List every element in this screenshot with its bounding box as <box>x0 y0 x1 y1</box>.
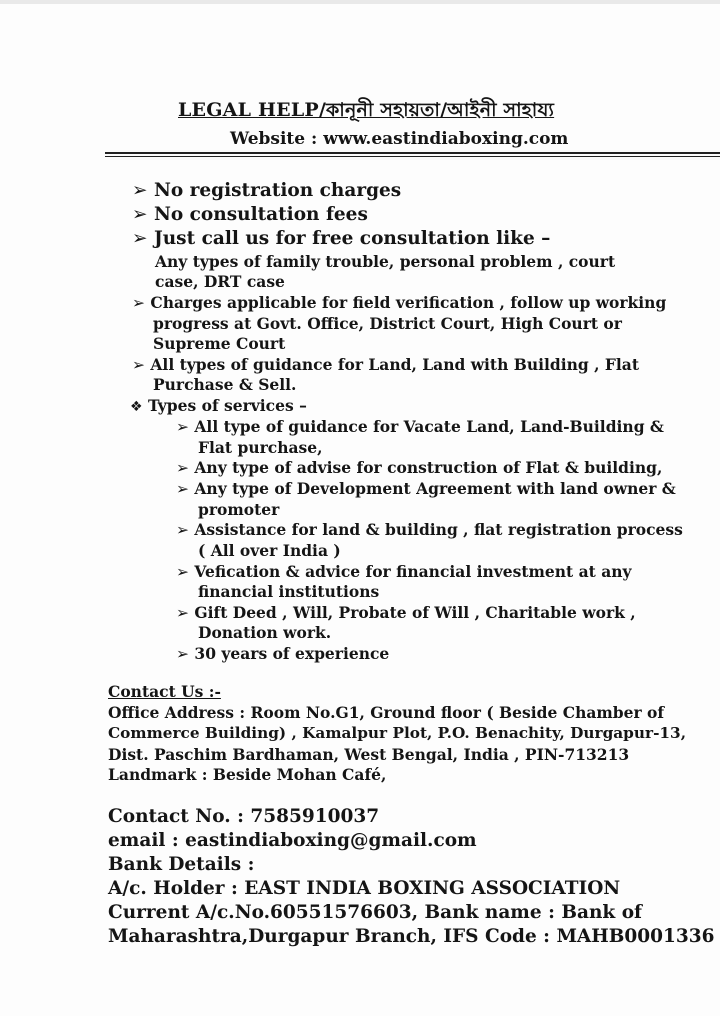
bank-branch: Maharashtra,Durgapur Branch, IFS Code : MAHB0001336 <box>108 926 715 947</box>
page-title: LEGAL HELP/কানূনী সহায়তা/আইনী সাহায্য <box>178 99 555 121</box>
scan-top-edge <box>0 0 720 4</box>
arrow-bullet-icon: ➢ <box>132 204 148 225</box>
arrow-bullet-icon: ➢ <box>132 228 148 249</box>
header-divider <box>105 152 720 154</box>
list-item: ➢ No registration charges <box>132 180 402 201</box>
office-address: Office Address : Room No.G1, Ground floor ( Beside Chamber of <box>108 703 665 722</box>
office-address: Commerce Building) , Kamalpur Plot, P.O. Benachity, Durgapur-13, <box>108 724 687 742</box>
service-subtext: financial institutions <box>198 582 380 601</box>
service-item: ➢ Vefication & advice for financial investment at any <box>176 562 632 581</box>
arrow-bullet-icon: ➢ <box>176 418 189 436</box>
arrow-bullet-icon: ➢ <box>132 294 145 312</box>
service-item: ➢ Assistance for land & building , flat registration process <box>176 520 683 539</box>
diamond-bullet-icon: ❖ <box>130 399 143 415</box>
service-subtext: Donation work. <box>198 623 332 642</box>
service-subtext: ( All over India ) <box>198 541 341 560</box>
arrow-bullet-icon: ➢ <box>132 356 145 374</box>
service-item: ➢ 30 years of experience <box>176 644 390 663</box>
bank-heading: Bank Details : <box>108 854 255 875</box>
service-item: ➢ Gift Deed , Will, Probate of Will , Charitable work , <box>176 603 636 622</box>
list-subtext: Purchase & Sell. <box>153 375 297 394</box>
list-item: ➢ All types of guidance for Land, Land with Building , Flat <box>132 355 640 374</box>
arrow-bullet-icon: ➢ <box>176 459 189 477</box>
arrow-bullet-icon: ➢ <box>176 521 189 539</box>
arrow-bullet-icon: ➢ <box>176 480 189 498</box>
arrow-bullet-icon: ➢ <box>176 645 189 663</box>
list-subtext: progress at Govt. Office, District Court, High Court or <box>153 314 622 333</box>
list-subtext: case, DRT case <box>155 272 285 291</box>
landmark: Landmark : Beside Mohan Café, <box>108 765 387 784</box>
service-subtext: Flat purchase, <box>198 438 323 457</box>
service-subtext: promoter <box>198 500 280 519</box>
email-address: email : eastindiaboxing@gmail.com <box>108 830 477 851</box>
contact-number: Contact No. : 7585910037 <box>108 806 380 827</box>
arrow-bullet-icon: ➢ <box>132 180 148 201</box>
office-address: Dist. Paschim Bardhaman, West Bengal, India , PIN-713213 <box>108 745 630 764</box>
service-item: ➢ Any type of advise for construction of Flat & building, <box>176 458 663 477</box>
service-item: ➢ Any type of Development Agreement with land owner & <box>176 479 676 498</box>
list-subtext: Any types of family trouble, personal problem , court <box>155 252 616 271</box>
website-line: Website : www.eastindiaboxing.com <box>230 129 569 149</box>
services-heading: ❖ Types of services – <box>130 396 307 415</box>
service-item: ➢ All type of guidance for Vacate Land, Land-Building & <box>176 417 664 436</box>
arrow-bullet-icon: ➢ <box>176 604 189 622</box>
contact-heading: Contact Us :- <box>108 682 221 701</box>
list-subtext: Supreme Court <box>153 334 286 353</box>
header-divider-thin <box>105 156 720 157</box>
arrow-bullet-icon: ➢ <box>176 563 189 581</box>
list-item: ➢ Charges applicable for field verification , follow up working <box>132 293 667 312</box>
account-holder: A/c. Holder : EAST INDIA BOXING ASSOCIATION <box>108 878 621 899</box>
list-item: ➢ No consultation fees <box>132 204 368 225</box>
account-number: Current A/c.No.60551576603, Bank name : Bank of <box>108 902 642 923</box>
list-item: ➢ Just call us for free consultation like – <box>132 228 551 249</box>
